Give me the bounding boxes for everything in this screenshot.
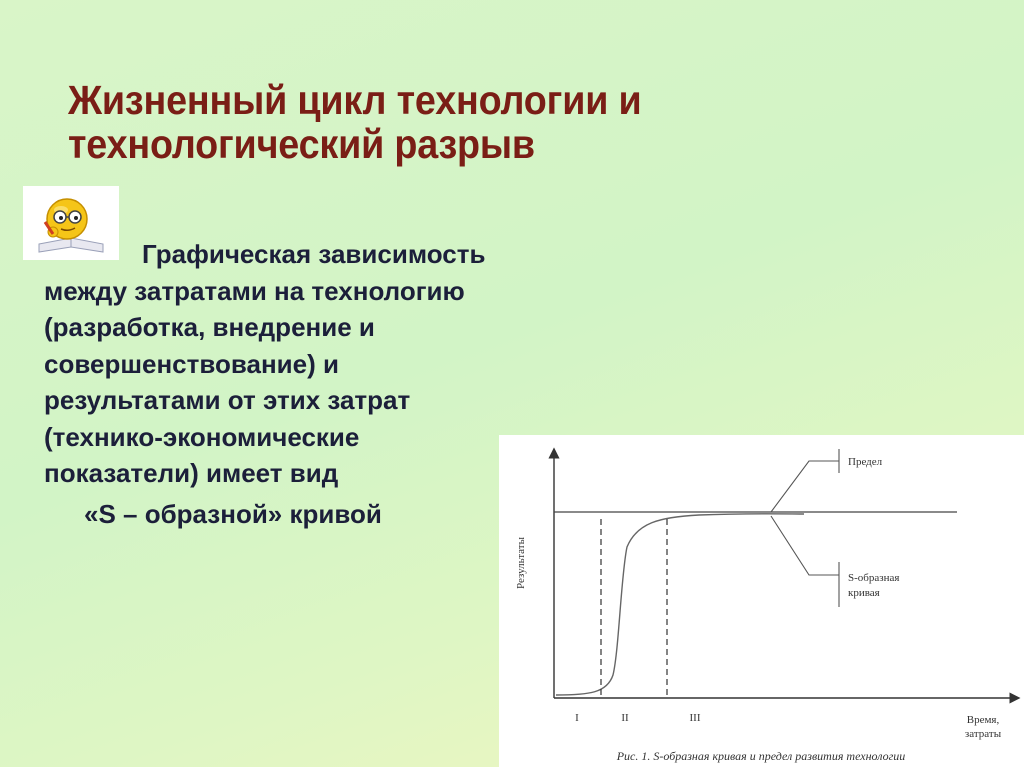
stage-label-3: III: [689, 712, 701, 724]
body-line-5: результатами от этих затрат: [44, 385, 411, 415]
s-curve: [556, 514, 804, 695]
body-line-4: совершенствование) и: [44, 348, 339, 379]
figure-caption: Рис. 1. S-образная кривая и предел развития технологии: [616, 749, 906, 763]
title-line-1: Жизненный цикл технологии и: [68, 77, 642, 123]
slide-title: [68, 78, 804, 166]
x-axis-label-line-1: Время,: [966, 714, 1000, 726]
body-line-1: Графическая зависимость: [142, 239, 486, 269]
s-curve-diagram: [499, 435, 1024, 767]
body-line-6: (технико-экономические: [44, 421, 360, 452]
stage-label-1: I: [575, 712, 579, 724]
body-line-8: «S – образной» кривой: [84, 498, 382, 529]
x-axis-label-line-2: затраты: [964, 728, 1002, 740]
s-curve-figure: [499, 435, 1024, 767]
curve-leader: [771, 516, 839, 575]
y-axis-label: Результаты: [515, 537, 527, 589]
limit-label: Предел: [848, 456, 883, 468]
body-line-3: (разработка, внедрение и: [44, 312, 375, 342]
curve-label-line-1: S-образная: [848, 572, 900, 584]
limit-leader: [771, 461, 839, 512]
curve-label-line-2: кривая: [848, 587, 880, 599]
title-line-2: технологический разрыв: [68, 121, 535, 167]
body-line-2: между затратами на технологию: [44, 275, 465, 306]
stage-label-2: II: [621, 712, 629, 724]
body-line-7: показатели) имеет вид: [44, 458, 339, 488]
